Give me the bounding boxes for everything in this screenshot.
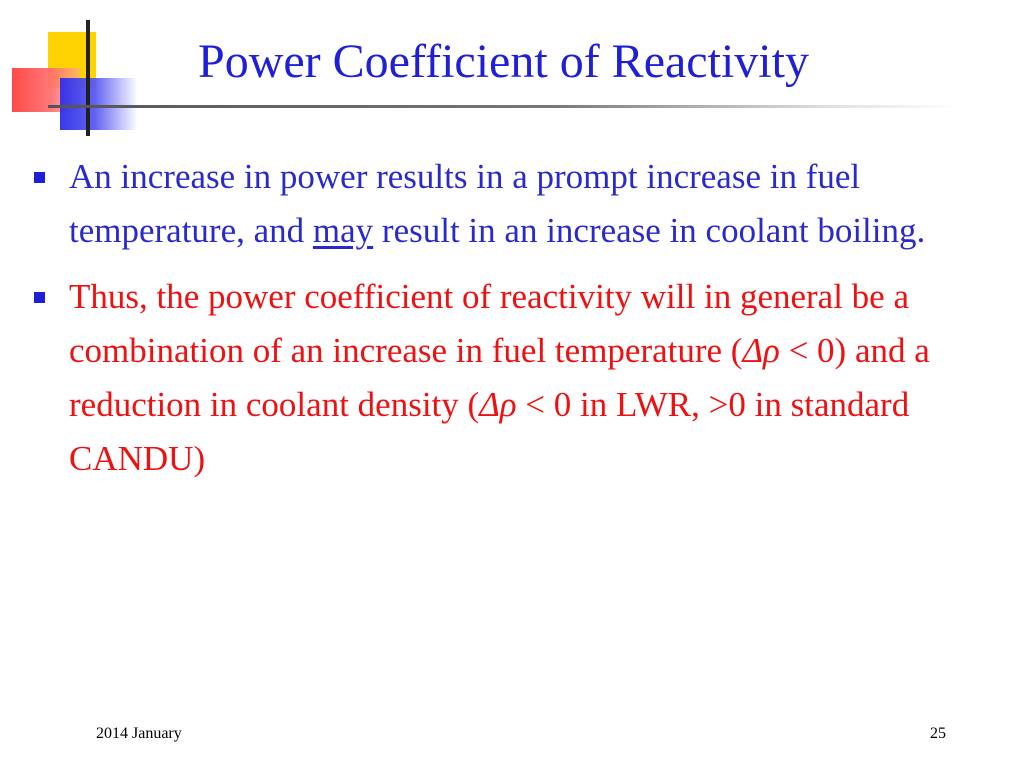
page-number: 25 bbox=[930, 725, 946, 742]
square-bullet-icon bbox=[34, 172, 45, 183]
bullet-item-power-coefficient bbox=[32, 270, 992, 486]
title-divider bbox=[48, 105, 960, 108]
bullet-text-part: Thus, the power coefficient of reactivity will in general be a combination of an increase in fuel temperature ( bbox=[69, 277, 909, 370]
footer-date: 2014 January bbox=[96, 725, 182, 742]
bullet-list bbox=[32, 150, 992, 486]
slide-title: Power Coefficient of Reactivity bbox=[198, 35, 809, 88]
square-bullet-icon bbox=[34, 292, 45, 303]
logo-vertical-line bbox=[86, 20, 90, 136]
bullet-text-part: result in an increase in coolant boiling. bbox=[373, 211, 926, 250]
bullet-text-part: < 0 in LWR, >0 in standard CANDU) bbox=[69, 385, 910, 478]
emphasis-may: may bbox=[312, 211, 374, 250]
delta-rho-symbol: Δρ bbox=[742, 331, 780, 370]
delta-rho-symbol: Δρ bbox=[479, 385, 517, 424]
bullet-item-power-increase bbox=[32, 150, 992, 258]
logo-blue-square bbox=[60, 78, 138, 130]
bullet-text-part: < 0) and a reduction in coolant density ( bbox=[69, 331, 930, 424]
bullet-text-part: An increase in power results in a prompt increase in fuel temperature, and bbox=[69, 157, 861, 250]
